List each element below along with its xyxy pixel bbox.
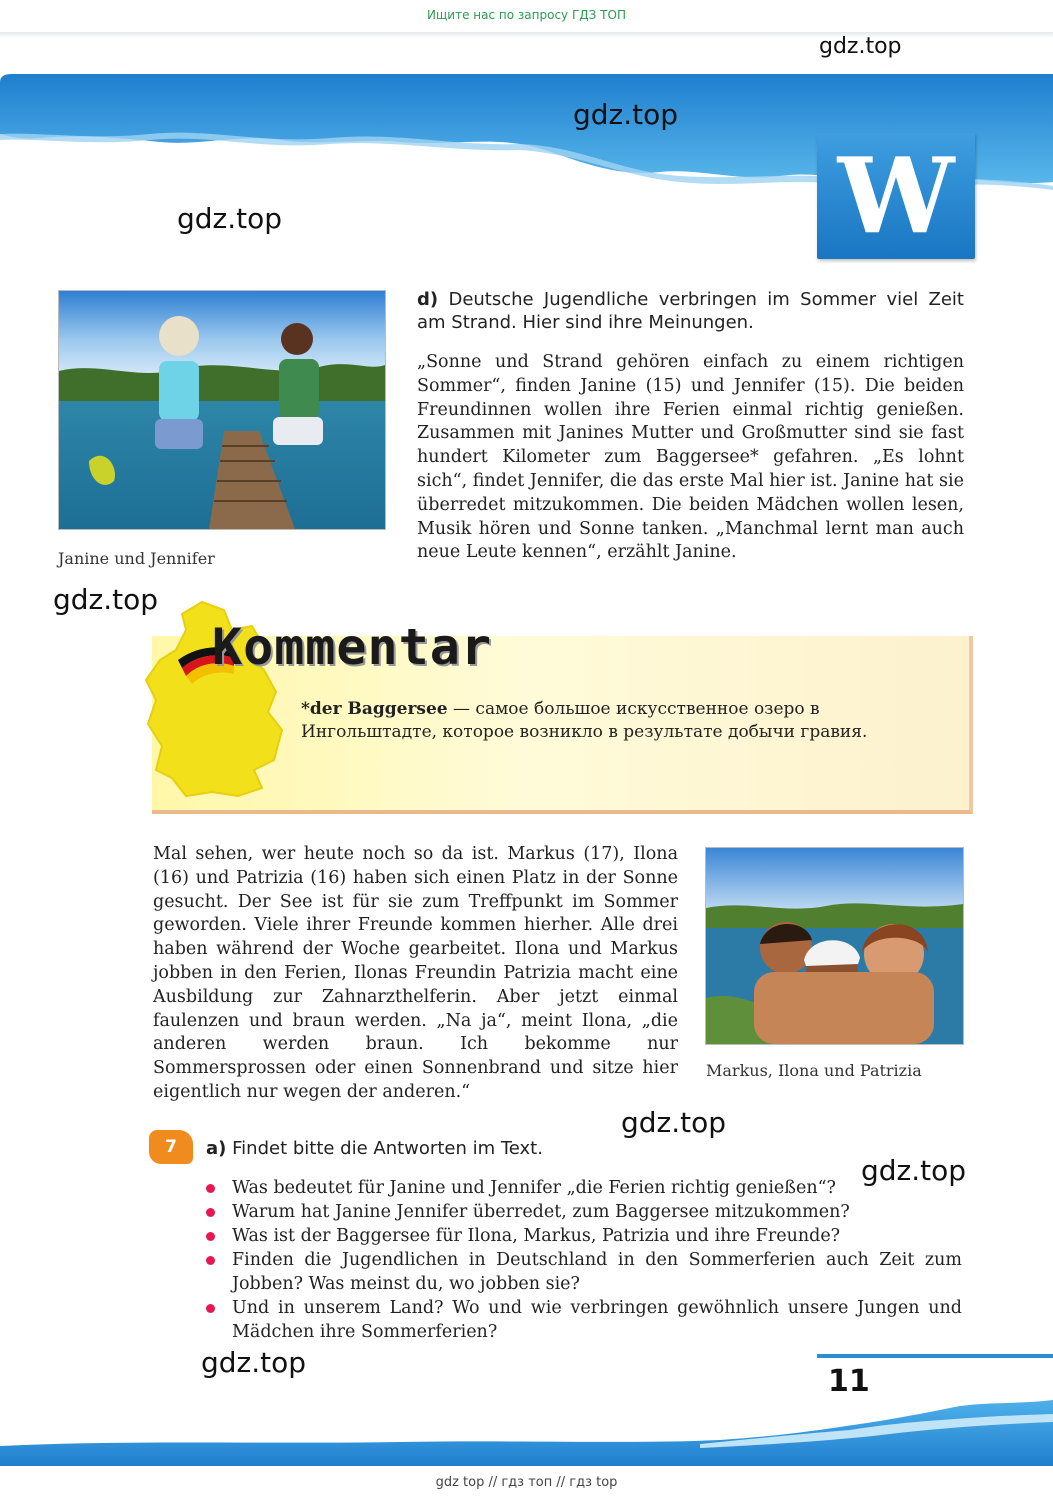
- task-instruction: Findet bitte die Antworten im Text.: [232, 1138, 543, 1159]
- watermark: gdz.top: [621, 1106, 727, 1139]
- watermark: gdz.top: [53, 583, 159, 616]
- task-instruction-line: [206, 1137, 543, 1160]
- question-text: Was bedeutet für Janine und Jennifer „die Ferien richtig genießen“?: [232, 1178, 836, 1198]
- photo-markus-ilona-patrizia: [705, 847, 964, 1045]
- question-text: Finden die Jugendlichen in Deutschland in den Sommerferien auch Zeit zum Jobben? Was meinst du, wo jobben sie?: [232, 1250, 962, 1294]
- kommentar-text: [301, 698, 921, 744]
- page-number-rule: [817, 1354, 1053, 1358]
- photo-janine-jennifer: [58, 290, 386, 530]
- section-letter: W: [837, 134, 955, 257]
- question-list: [206, 1176, 962, 1344]
- question-text: Was ist der Baggersee für Ilona, Markus, Patrizia und ihre Freunde?: [232, 1226, 841, 1246]
- watermark: gdz.top: [201, 1346, 307, 1379]
- section-d-intro: [417, 288, 964, 334]
- watermark: gdz.top: [573, 98, 679, 131]
- watermark: gdz.top: [177, 202, 283, 235]
- question-text: Und in unserem Land? Wo und wie verbringen gewöhnlich unsere Jungen und Mädchen ihre Sommerferien?: [232, 1298, 962, 1342]
- photo-caption-markus-ilona-patrizia: Markus, Ilona und Patrizia: [706, 1061, 922, 1080]
- section-d-text: „Sonne und Strand gehören einfach zu einem richtigen Sommer“, finden Janine (15) und Jennifer (15). Die beiden Freundinnen wollen ihre Ferien einmal richtig genießen. Zusammen mit Janines Mutter und Großmutter sind sie fast hundert Kilometer zum Baggersee* gefahren. „Es lohnt sich“, findet Jennifer, die das erste Mal hier ist. Janine hat sie überredet mitzukommen. Die beiden Mädchen wollen lesen, Musik hören und Sonne tanken. „Manchmal lernt man auch neue Leute kennen“, erzählt Janine.: [417, 352, 964, 563]
- top-banner: [0, 0, 1053, 32]
- kommentar-title: Kommentar: [212, 618, 492, 676]
- question-item: [206, 1296, 962, 1344]
- top-banner-text: Ищите нас по запросу ГДЗ ТОП: [427, 8, 626, 22]
- watermark: gdz.top: [819, 34, 902, 59]
- bullet-icon: [206, 1184, 215, 1193]
- question-item: [206, 1176, 962, 1200]
- photo-caption-janine-jennifer: Janine und Jennifer: [58, 549, 215, 568]
- bullet-icon: [206, 1304, 215, 1313]
- bullet-icon: [206, 1256, 215, 1265]
- footer: [0, 1470, 1053, 1500]
- water-footer: [0, 1400, 1053, 1470]
- section-d-intro-text: Deutsche Jugendliche verbringen im Sommer viel Zeit am Strand. Hier sind ihre Meinungen.: [417, 289, 964, 333]
- page-number: 11: [828, 1364, 870, 1399]
- question-item: [206, 1224, 962, 1248]
- task-number: 7: [165, 1137, 177, 1157]
- footer-text: gdz top // гдз топ // гдз top: [435, 1475, 618, 1490]
- second-text: Mal sehen, wer heute noch so da ist. Markus (17), Ilona (16) und Patrizia (16) haben sich einen Platz in der Sonne gesucht. Der See ist für sie zum Treffpunkt im Sommer geworden. Viele ihrer Freunde kommen hierher. Alle drei haben während der Woche gearbeitet. Ilona und Markus jobben in den Ferien, Ilonas Freundin Patrizia macht eine Ausbildung zur Zahnarzthelferin. Aber jetzt einmal faulenzen und braun werden. „Na ja“, meint Ilona, „die anderen werden braun. Ich bekomme nur Sommersprossen oder einen Sonnenbrand und sitze hier eigentlich nur wegen der anderen.“: [153, 844, 678, 1102]
- section-letter-box: [817, 133, 975, 259]
- task-label: a): [206, 1138, 227, 1159]
- question-item: [206, 1248, 962, 1296]
- bullet-icon: [206, 1232, 215, 1241]
- kommentar-term: *der Baggersee: [301, 699, 448, 719]
- section-d-label: d): [417, 289, 439, 310]
- watermark: gdz.top: [861, 1154, 967, 1187]
- kommentar-definition: — самое большое искусственное озеро в Ингольштадте, которое возникло в результате добычи гравия.: [301, 699, 868, 742]
- task-number-badge: [149, 1130, 193, 1164]
- bullet-icon: [206, 1208, 215, 1217]
- question-item: [206, 1200, 962, 1224]
- question-text: Warum hat Janine Jennifer überredet, zum Baggersee mitzukommen?: [232, 1202, 850, 1222]
